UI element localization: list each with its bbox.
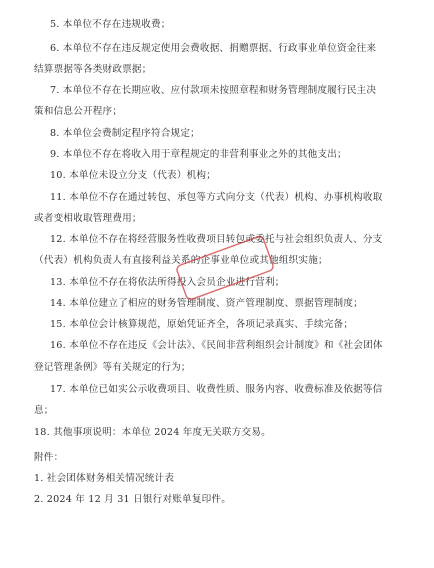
item-8: 8. 本单位会费制定程序符合规定； — [50, 128, 200, 139]
item-5: 5. 本单位不存在违规收费； — [50, 19, 171, 30]
item-16-line-2: 登记管理条例》等有关规定的行为； — [34, 362, 191, 373]
item-7-line-1: 7. 本单位不存在长期应收、应付款项未按照章程和财务管理制度履行民主决 — [50, 85, 377, 96]
item-15: 15. 本单位会计核算规范，原始凭证齐全，各项记录真实、手续完备； — [50, 319, 354, 330]
item-12-line-1: 12. 本单位不存在将经营服务性收费项目转包或委托与社会组织负责人、分支 — [50, 234, 383, 245]
attachment-1: 1. 社会团体财务相关情况统计表 — [34, 473, 175, 484]
item-6-line-2: 结算票据等各类财政票据； — [34, 64, 152, 75]
item-11-line-2: 或者变相收取管理费用； — [34, 213, 142, 224]
item-12-line-2: （代表）机构负责人有直接利益关系的企事业单位或其他组织实施； — [34, 255, 328, 266]
item-6-line-1: 6. 本单位不存在违反规定使用会费收据、捐赠票据、行政事业单位资金往来 — [50, 43, 377, 54]
item-7-line-2: 策和信息公开程序； — [34, 106, 123, 117]
item-17-line-1: 17. 本单位已如实公示收费项目、收费性质、服务内容、收费标准及依据等信 — [50, 384, 383, 395]
item-13: 13. 本单位不存在将依法所得投入会员企业进行营利； — [50, 277, 285, 288]
item-11-line-1: 11. 本单位不存在通过转包、承包等方式向分支（代表）机构、办事机构收取 — [50, 192, 383, 203]
item-14: 14. 本单位建立了相应的财务管理制度、资产管理制度、票据管理制度； — [50, 298, 363, 309]
item-17-line-2: 息； — [34, 405, 54, 416]
item-9: 9. 本单位不存在将收入用于章程规定的非营利事业之外的其他支出； — [50, 149, 347, 160]
item-10: 10. 本单位未设立分支（代表）机构； — [50, 170, 217, 181]
attachments-heading: 附件： — [34, 452, 64, 463]
attachment-2: 2. 2024 年 12 月 31 日银行对账单复印件。 — [34, 494, 232, 505]
item-18: 18. 其他事项说明：本单位 2024 年度无关联方交易。 — [34, 427, 271, 438]
item-16-line-1: 16. 本单位不存在违反《会计法》、《民间非营利组织会计制度》和《社会团体 — [50, 340, 383, 351]
